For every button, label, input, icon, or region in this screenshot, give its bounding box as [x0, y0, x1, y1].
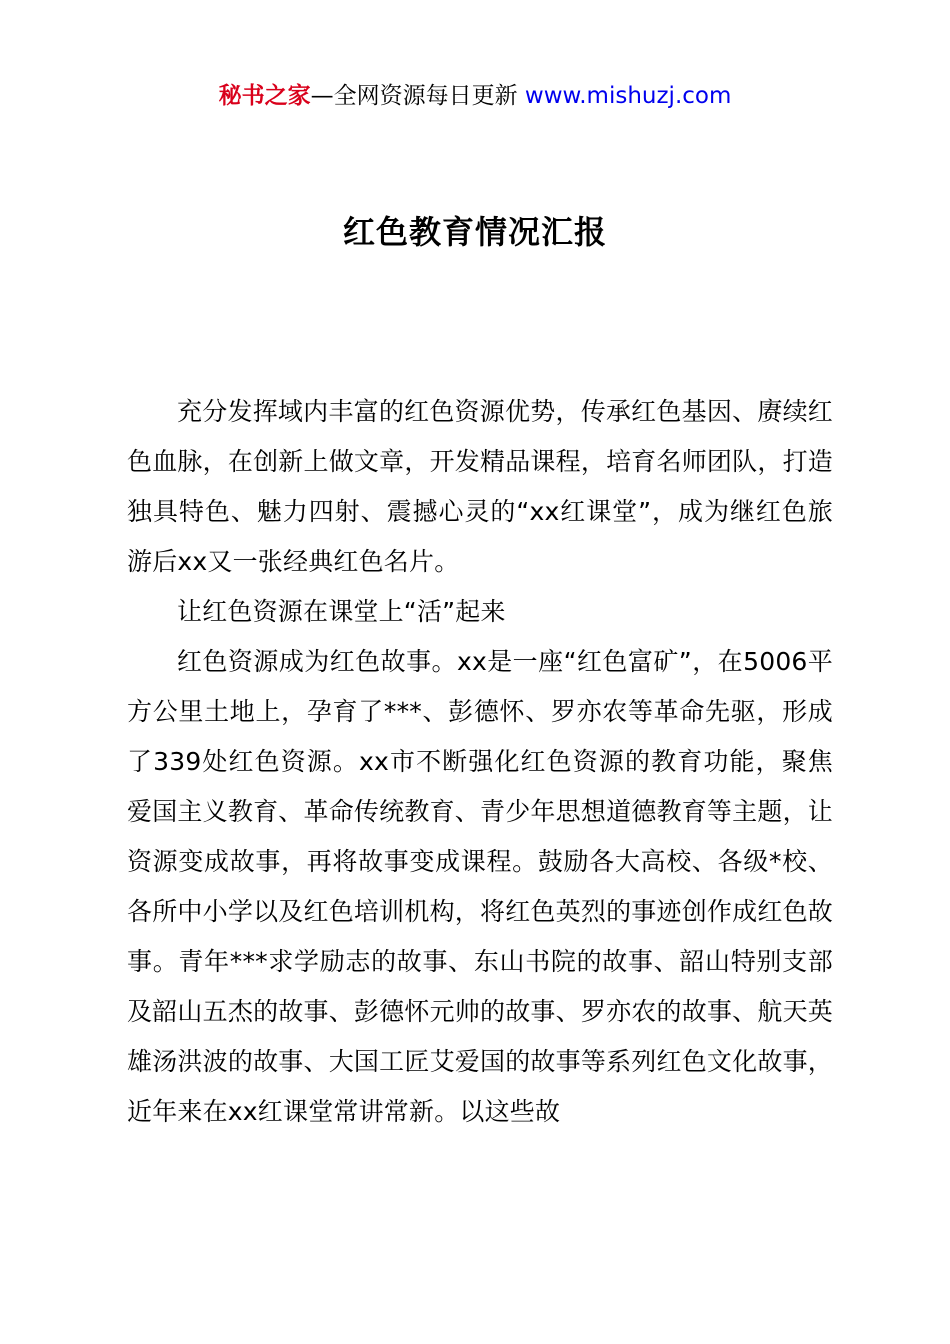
document-title: 红色教育情况汇报: [342, 213, 607, 251]
site-header: [0, 80, 950, 112]
site-url-link[interactable]: www.mishuzj.com: [524, 83, 732, 109]
document-body: [127, 387, 833, 1137]
site-brand: 秘书之家: [218, 83, 311, 109]
site-tagline: —全网资源每日更新: [310, 83, 518, 109]
paragraph-intro: 充分发挥域内丰富的红色资源优势，传承红色基因、赓续红色血脉，在创新上做文章，开发精品课程，培育名师团队，打造独具特色、魅力四射、震撼心灵的“xx红课堂”，成为继红色旅游后xx又一张经典红色名片。: [127, 397, 833, 576]
section-heading: 让红色资源在课堂上“活”起来: [177, 597, 506, 626]
paragraph-red-stories: 红色资源成为红色故事。xx是一座“红色富矿”，在5006平方公里土地上，孕育了***、彭德怀、罗亦农等革命先驱，形成了339处红色资源。xx市不断强化红色资源的教育功能，聚焦爱国主义教育、革命传统教育、青少年思想道德教育等主题，让资源变成故事，再将故事变成课程。鼓励各大高校、各级*校、各所中小学以及红色培训机构，将红色英烈的事迹创作成红色故事。青年***求学励志的故事、东山书院的故事、韶山特别支部及韶山五杰的故事、彭德怀元帅的故事、罗亦农的故事、航天英雄汤洪波的故事、大国工匠艾爱国的故事等系列红色文化故事，近年来在xx红课堂常讲常新。以这些故: [127, 647, 833, 1126]
